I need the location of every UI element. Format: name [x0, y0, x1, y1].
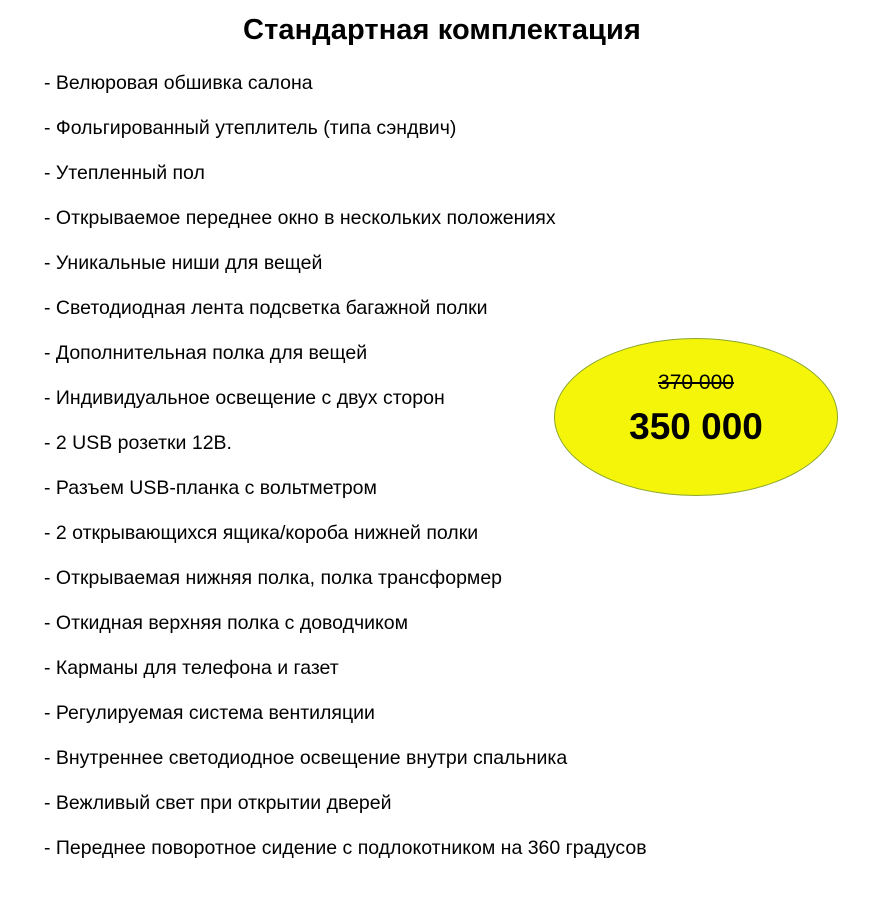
feature-item: - Дополнительная полка для вещей	[44, 342, 368, 364]
feature-item: - Светодиодная лента подсветка багажной полки	[44, 297, 488, 319]
feature-item: - Фольгированный утеплитель (типа сэндвич)	[44, 117, 457, 139]
new-price: 350 000	[629, 406, 763, 447]
feature-item: - Вежливый свет при открытии дверей	[44, 792, 392, 814]
feature-item: - 2 открывающихся ящика/короба нижней полки	[44, 522, 479, 544]
feature-item: - Велюровая обшивка салона	[44, 72, 313, 94]
feature-item: - 2 USB розетки 12В.	[44, 432, 232, 454]
feature-list	[44, 70, 647, 880]
feature-item: - Карманы для телефона и газет	[44, 657, 339, 679]
feature-item: - Уникальные ниши для вещей	[44, 252, 323, 274]
feature-item: - Утепленный пол	[44, 162, 205, 184]
page-title: Стандартная комплектация	[243, 14, 641, 46]
feature-item: - Разъем USB-планка с вольтметром	[44, 477, 377, 499]
price-badge	[554, 338, 838, 496]
feature-item: - Откидная верхняя полка с доводчиком	[44, 612, 409, 634]
feature-item: - Открываемая нижняя полка, полка трансформер	[44, 567, 503, 589]
feature-item: - Открываемое переднее окно в нескольких положениях	[44, 207, 556, 229]
feature-item: - Внутреннее светодиодное освещение внутри спальника	[44, 747, 568, 769]
feature-item: - Регулируемая система вентиляции	[44, 702, 375, 724]
feature-item: - Переднее поворотное сидение с подлокотником на 360 градусов	[44, 837, 647, 859]
feature-item: - Индивидуальное освещение с двух сторон	[44, 387, 445, 409]
old-price: 370 000	[658, 371, 734, 394]
